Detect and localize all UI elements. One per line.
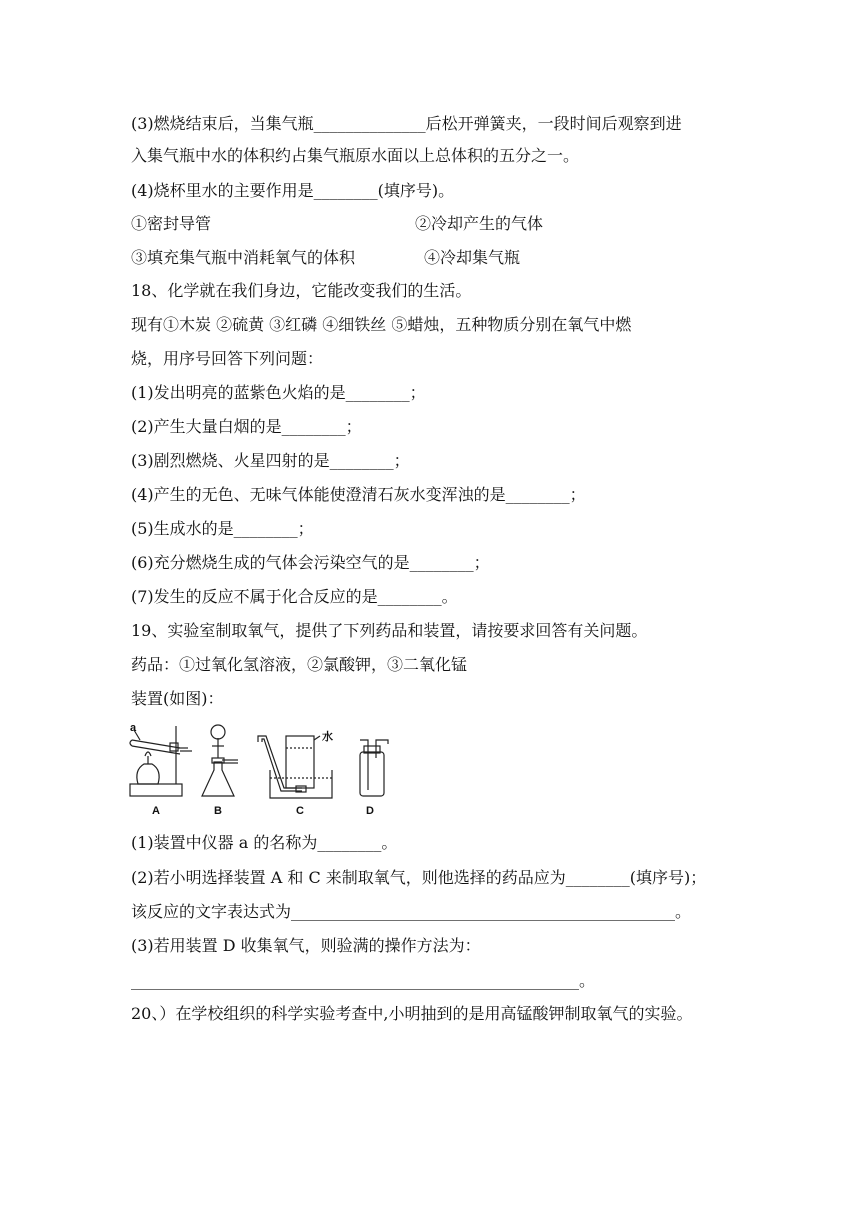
question-19-3-answer-line: ________________________________________________________。 [131, 971, 596, 990]
question-18-5: (5)生成水的是________； [131, 519, 314, 538]
apparatus-a-drawing [130, 726, 192, 796]
label-apparatus-b: B [214, 805, 222, 817]
question-17-3-line2: 入集气瓶中水的体积约占集气瓶原水面以上总体积的五分之一。 [131, 146, 580, 165]
question-19-reagents: 药品：①过氧化氢溶液，②氯酸钾，③二氧化锰 [131, 655, 468, 674]
question-18-2: (2)产生大量白烟的是________； [131, 417, 362, 436]
question-19-1: (1)装置中仪器 a 的名称为________。 [131, 833, 398, 852]
question-18-instruction: 烧，用序号回答下列问题： [131, 349, 324, 368]
label-apparatus-c: C [296, 805, 304, 817]
apparatus-c-drawing [258, 736, 332, 798]
option-3: ③填充集气瓶中消耗氧气的体积 [131, 248, 356, 267]
question-18-3: (3)剧烈燃烧、火星四射的是________； [131, 451, 410, 470]
question-17-4: (4)烧杯里水的主要作用是________(填序号)。 [131, 181, 455, 200]
label-water: 水 [322, 731, 333, 743]
question-19-2-equation: 该反应的文字表达式为________________________________________________。 [131, 902, 692, 921]
question-18-4: (4)产生的无色、无味气体能使澄清石灰水变浑浊的是________； [131, 485, 586, 504]
question-19-apparatus-label: 装置(如图)： [131, 689, 224, 708]
option-2: ②冷却产生的气体 [415, 214, 544, 233]
question-18-1: (1)发出明亮的蓝紫色火焰的是________； [131, 383, 426, 402]
option-1: ①密封导管 [131, 214, 212, 233]
question-18-substances: 现有①木炭 ②硫黄 ③红磷 ④细铁丝 ⑤蜡烛，五种物质分别在氧气中燃 [131, 315, 632, 334]
label-a: a [130, 722, 137, 734]
apparatus-figure [126, 718, 396, 818]
question-20-title: 20、）在学校组织的科学实验考查中,小明抽到的是用高锰酸钾制取氧气的实验。 [131, 1004, 693, 1023]
option-row-1 [131, 214, 211, 234]
apparatus-d-drawing [360, 740, 388, 796]
option-4: ④冷却集气瓶 [424, 248, 521, 267]
question-19-2: (2)若小明选择装置 A 和 C 来制取氧气，则他选择的药品应为________(填序号)； [131, 868, 707, 887]
question-18-7: (7)发生的反应不属于化合反应的是________。 [131, 587, 458, 606]
question-17-3-line1: (3)燃烧结束后，当集气瓶______________后松开弹簧夹，一段时间后观察到进 [131, 114, 682, 133]
label-apparatus-d: D [366, 805, 374, 817]
question-19-3: (3)若用装置 D 收集氧气，则验满的操作方法为： [131, 936, 481, 955]
question-18-6: (6)充分燃烧生成的气体会污染空气的是________； [131, 553, 490, 572]
apparatus-b-drawing [202, 725, 238, 796]
label-apparatus-a: A [152, 805, 160, 817]
question-19-title: 19、实验室制取氧气，提供了下列药品和装置，请按要求回答有关问题。 [131, 621, 648, 640]
question-18-title: 18、化学就在我们身边，它能改变我们的生活。 [131, 281, 472, 300]
